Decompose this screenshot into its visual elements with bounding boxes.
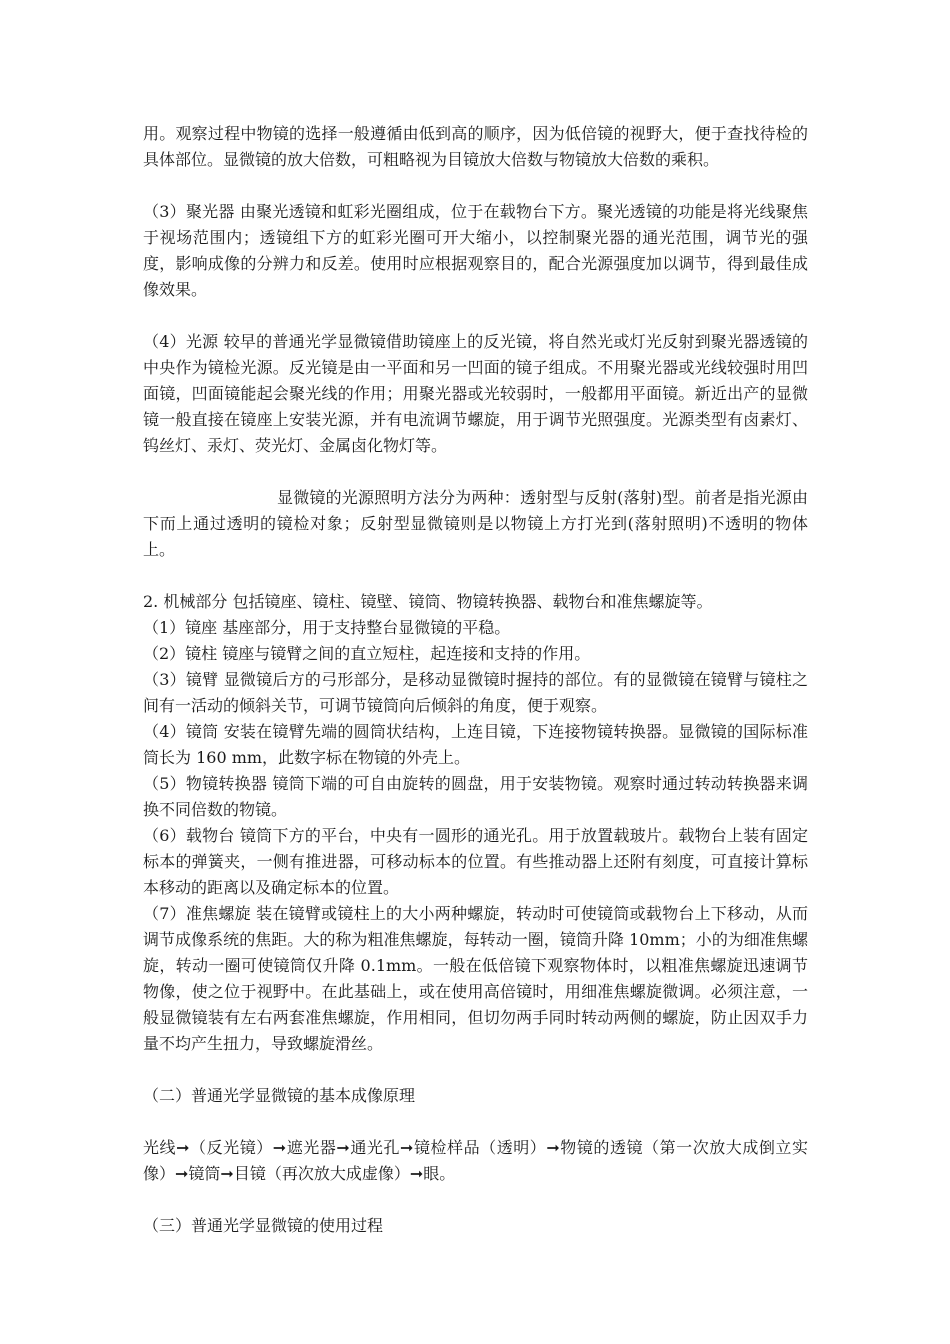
list-item-stage: （6）载物台 镜筒下方的平台，中央有一圆形的通光孔。用于放置载玻片。载物台上装有固定标本的弹簧夹，一侧有推进器，可移动标本的位置。有些推动器上还附有刻度，可直接计算标本移动的距离以及确定标本的位置。 [143,826,808,897]
list-item-arm: （3）镜臂 显微镜后方的弓形部分，是移动显微镜时握持的部位。有的显微镜在镜臂与镜柱之间有一活动的倾斜关节，可调节镜筒向后倾斜的角度，便于观察。 [143,670,808,715]
list-item-tube: （4）镜筒 安装在镜臂先端的圆筒状结构，上连目镜，下连接物镜转换器。显微镜的国际标准筒长为 160 mm，此数字标在物镜的外壳上。 [143,722,808,767]
paragraph-magnification: 用。观察过程中物镜的选择一般遵循由低到高的顺序，因为低倍镜的视野大，便于查找待检的具体部位。显微镜的放大倍数，可粗略视为目镜放大倍数与物镜放大倍数的乘积。 [143,124,808,169]
list-item-nosepiece: （5）物镜转换器 镜筒下端的可自由旋转的圆盘，用于安装物镜。观察时通过转动转换器来调换不同倍数的物镜。 [143,774,808,819]
paragraph-light-path: 光线➞（反光镜）➞遮光器➞通光孔➞镜检样品（透明）➞物镜的透镜（第一次放大成倒立实像）➞镜筒➞目镜（再次放大成虚像）➞眼。 [143,1138,808,1183]
paragraph-illumination-methods: 显微镜的光源照明方法分为两种：透射型与反射(落射)型。前者是指光源由下而上通过透明的镜检对象；反射型显微镜则是以物镜上方打光到(落射照明)不透明的物体上。 [143,488,808,559]
section-heading-usage-process: （三）普通光学显微镜的使用过程 [143,1216,384,1235]
document-body [143,121,808,1239]
section-heading-imaging-principle: （二）普通光学显微镜的基本成像原理 [143,1086,416,1105]
section-heading-mechanical: 2. 机械部分 包括镜座、镜柱、镜壁、镜筒、物镜转换器、载物台和准焦螺旋等。 [143,592,713,611]
list-item-base: （1）镜座 基座部分，用于支持整台显微镜的平稳。 [143,618,511,637]
list-item-pillar: （2）镜柱 镜座与镜臂之间的直立短柱，起连接和支持的作用。 [143,644,591,663]
list-item-focus-knob: （7）准焦螺旋 装在镜臂或镜柱上的大小两种螺旋，转动时可使镜筒或载物台上下移动，从而调节成像系统的焦距。大的称为粗准焦螺旋，每转动一圈，镜筒升降 10mm；小的为细准焦螺旋，转动一圈可使镜筒仅升降 0.1mm。一般在低倍镜下观察物体时，以粗准焦螺旋迅速调节物像，使之位于视野中。在此基础上，或在使用高倍镜时，用细准焦螺旋微调。必须注意，一般显微镜装有左右两套准焦螺旋，作用相同，但切勿两手同时转动两侧的螺旋，防止因双手力量不均产生扭力，导致螺旋滑丝。 [143,904,808,1053]
paragraph-condenser: （3）聚光器 由聚光透镜和虹彩光圈组成，位于在载物台下方。聚光透镜的功能是将光线聚焦于视场范围内；透镜组下方的虹彩光圈可开大缩小，以控制聚光器的通光范围，调节光的强度，影响成像的分辨力和反差。使用时应根据观察目的，配合光源强度加以调节，得到最佳成像效果。 [143,202,808,299]
paragraph-light-source: （4）光源 较早的普通光学显微镜借助镜座上的反光镜，将自然光或灯光反射到聚光器透镜的中央作为镜检光源。反光镜是由一平面和另一凹面的镜子组成。不用聚光器或光线较强时用凹面镜，凹面镜能起会聚光线的作用；用聚光器或光较弱时，一般都用平面镜。新近出产的显微镜一般直接在镜座上安装光源，并有电流调节螺旋，用于调节光照强度。光源类型有卤素灯、钨丝灯、汞灯、荧光灯、金属卤化物灯等。 [143,332,808,455]
